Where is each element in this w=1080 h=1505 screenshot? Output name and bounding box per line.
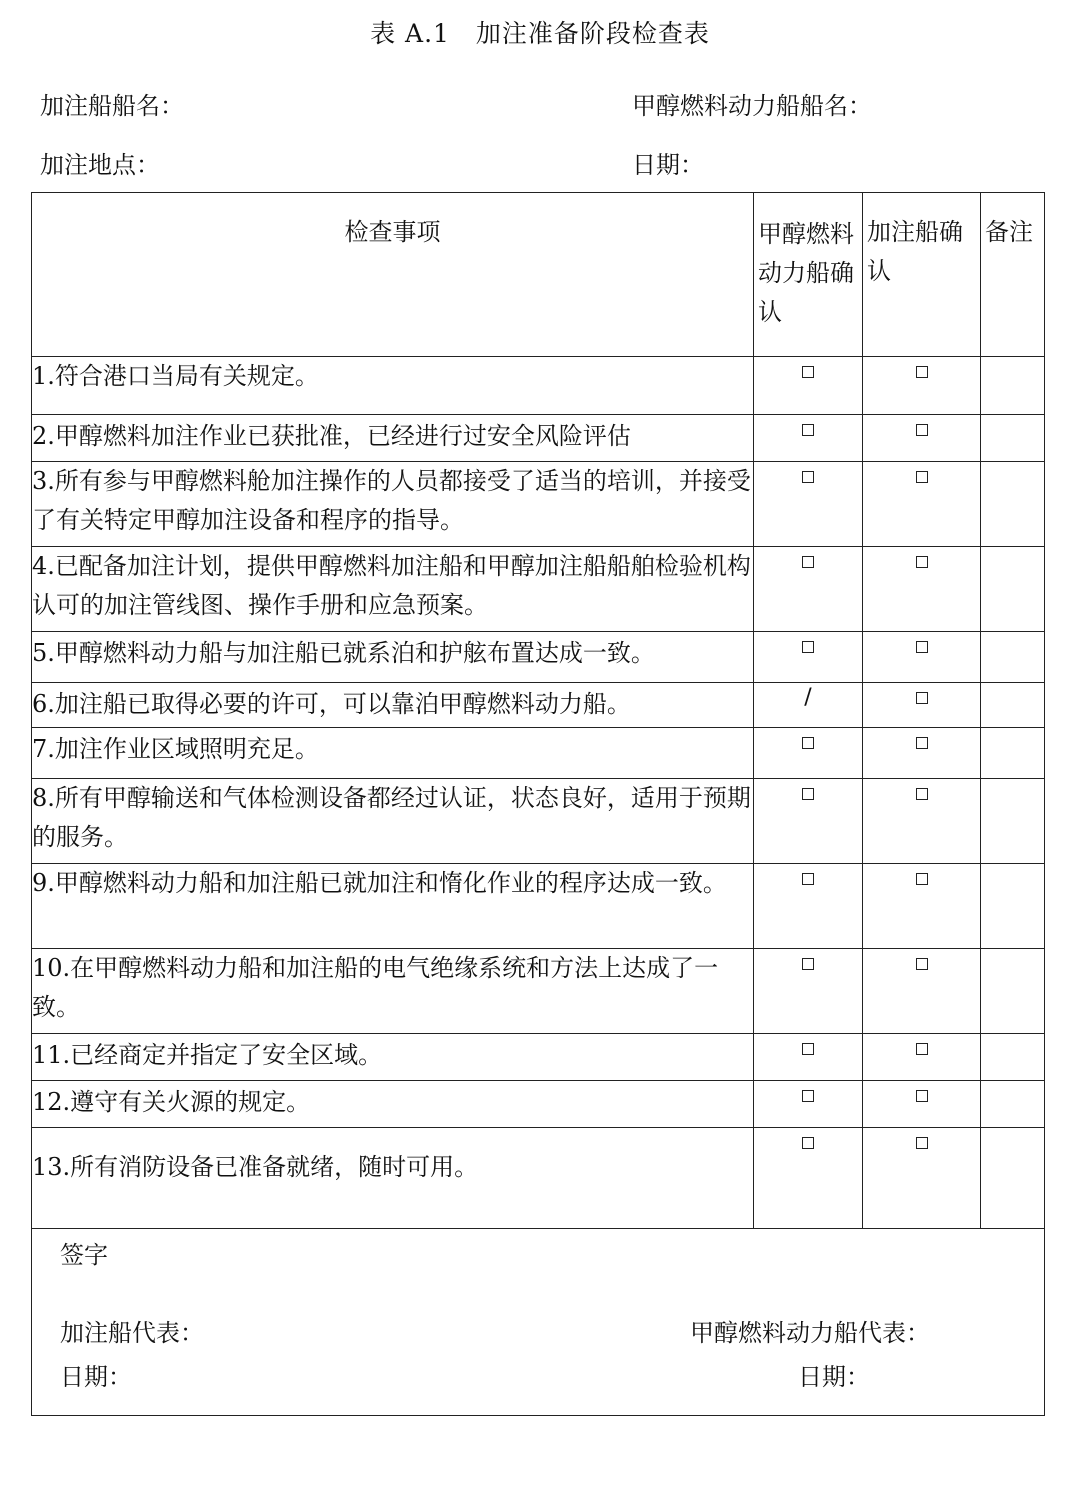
- methanol-ship-checkbox[interactable]: [754, 949, 863, 1034]
- remarks-cell[interactable]: [981, 949, 1045, 1034]
- bunker-ship-checkbox[interactable]: [863, 462, 981, 547]
- checklist-table: [31, 192, 1045, 1416]
- signature-label: 签字: [60, 1241, 108, 1269]
- header-remarks: 备注: [981, 193, 1045, 357]
- header-methanol-ship-confirm: 甲醇燃料动力船确认: [754, 193, 863, 357]
- table-row: [32, 728, 1045, 779]
- checkbox-icon[interactable]: [802, 1043, 814, 1055]
- checkbox-icon[interactable]: [802, 1137, 814, 1149]
- remarks-cell[interactable]: [981, 547, 1045, 632]
- bunker-ship-checkbox[interactable]: [863, 415, 981, 462]
- bunker-rep-label: 加注船代表：: [60, 1319, 204, 1347]
- check-item-text: 11.已经商定并指定了安全区域。: [32, 1034, 754, 1081]
- bunker-ship-checkbox[interactable]: [863, 547, 981, 632]
- check-item-text: 2.甲醇燃料加注作业已获批准，已经进行过安全风险评估: [32, 415, 754, 462]
- table-row: [32, 864, 1045, 949]
- bunker-ship-checkbox[interactable]: [863, 1034, 981, 1081]
- bunker-ship-checkbox[interactable]: [863, 1128, 981, 1229]
- table-row: [32, 1034, 1045, 1081]
- methanol-ship-checkbox[interactable]: [754, 1081, 863, 1128]
- checkbox-icon[interactable]: [802, 471, 814, 483]
- remarks-cell[interactable]: [981, 462, 1045, 547]
- bunker-ship-checkbox[interactable]: [863, 1081, 981, 1128]
- bunker-ship-checkbox[interactable]: [863, 949, 981, 1034]
- table-header-row: [32, 193, 1045, 357]
- table-row: [32, 779, 1045, 864]
- table-code: 表 A.1: [370, 19, 450, 48]
- remarks-cell[interactable]: [981, 1081, 1045, 1128]
- check-item-text: 7.加注作业区域照明充足。: [32, 728, 754, 779]
- methanol-rep-label: 甲醇燃料动力船代表：: [690, 1319, 930, 1347]
- checkbox-icon[interactable]: [916, 692, 928, 704]
- methanol-ship-checkbox[interactable]: [754, 779, 863, 864]
- header-check-item: 检查事项: [32, 193, 754, 357]
- table-row: [32, 632, 1045, 683]
- checkbox-icon[interactable]: [802, 958, 814, 970]
- methanol-ship-name-label: 甲醇燃料动力船船名：: [632, 92, 872, 120]
- remarks-cell[interactable]: [981, 864, 1045, 949]
- not-applicable-mark: /: [804, 685, 812, 710]
- checkbox-icon[interactable]: [802, 873, 814, 885]
- table-row: [32, 1081, 1045, 1128]
- checkbox-icon[interactable]: [802, 737, 814, 749]
- methanol-rep-date-label: 日期：: [798, 1363, 870, 1391]
- checkbox-icon[interactable]: [916, 737, 928, 749]
- bunker-rep-date-label: 日期：: [60, 1363, 132, 1391]
- remarks-cell[interactable]: [981, 1128, 1045, 1229]
- table-row: [32, 462, 1045, 547]
- checkbox-icon[interactable]: [802, 556, 814, 568]
- checkbox-icon[interactable]: [916, 556, 928, 568]
- check-item-text: 10.在甲醇燃料动力船和加注船的电气绝缘系统和方法上达成了一致。: [32, 949, 754, 1034]
- remarks-cell[interactable]: [981, 728, 1045, 779]
- check-item-text: 4.已配备加注计划，提供甲醇燃料加注船和甲醇加注船船舶检验机构认可的加注管线图、操作手册和应急预案。: [32, 547, 754, 632]
- check-item-text: 6.加注船已取得必要的许可，可以靠泊甲醇燃料动力船。: [32, 683, 754, 728]
- checkbox-icon[interactable]: [916, 788, 928, 800]
- bunker-ship-checkbox[interactable]: [863, 683, 981, 728]
- table-row: [32, 1128, 1045, 1229]
- check-item-text: 13.所有消防设备已准备就绪，随时可用。: [32, 1128, 754, 1229]
- table-row: [32, 683, 1045, 728]
- table-row: [32, 415, 1045, 462]
- methanol-ship-checkbox[interactable]: [754, 864, 863, 949]
- methanol-ship-checkbox[interactable]: [754, 728, 863, 779]
- table-row: [32, 357, 1045, 415]
- checkbox-icon[interactable]: [916, 366, 928, 378]
- header-bunker-ship-confirm: 加注船确认: [863, 193, 981, 357]
- checkbox-icon[interactable]: [916, 1090, 928, 1102]
- date-label: 日期：: [632, 151, 704, 179]
- remarks-cell[interactable]: [981, 632, 1045, 683]
- bunker-ship-checkbox[interactable]: [863, 357, 981, 415]
- checkbox-icon[interactable]: [916, 641, 928, 653]
- remarks-cell[interactable]: [981, 357, 1045, 415]
- check-item-text: 3.所有参与甲醇燃料舱加注操作的人员都接受了适当的培训，并接受了有关特定甲醇加注设备和程序的指导。: [32, 462, 754, 547]
- bunkering-location-label: 加注地点：: [40, 151, 160, 179]
- check-item-text: 8.所有甲醇输送和气体检测设备都经过认证，状态良好，适用于预期的服务。: [32, 779, 754, 864]
- table-row: [32, 547, 1045, 632]
- document-title: [0, 14, 1080, 50]
- methanol-ship-checkbox: [754, 683, 863, 728]
- checkbox-icon[interactable]: [916, 471, 928, 483]
- methanol-ship-checkbox[interactable]: [754, 1128, 863, 1229]
- check-item-text: 5.甲醇燃料动力船与加注船已就系泊和护舷布置达成一致。: [32, 632, 754, 683]
- bunker-ship-name-label: 加注船船名：: [40, 92, 184, 120]
- check-item-text: 12.遵守有关火源的规定。: [32, 1081, 754, 1128]
- methanol-ship-checkbox[interactable]: [754, 547, 863, 632]
- checkbox-icon[interactable]: [916, 424, 928, 436]
- checkbox-icon[interactable]: [802, 641, 814, 653]
- checkbox-icon[interactable]: [802, 424, 814, 436]
- title-text: 加注准备阶段检查表: [475, 19, 710, 48]
- checkbox-icon[interactable]: [916, 958, 928, 970]
- remarks-cell[interactable]: [981, 415, 1045, 462]
- checkbox-icon[interactable]: [802, 1090, 814, 1102]
- methanol-ship-checkbox[interactable]: [754, 415, 863, 462]
- methanol-ship-checkbox[interactable]: [754, 1034, 863, 1081]
- remarks-cell[interactable]: [981, 683, 1045, 728]
- signature-section: [32, 1229, 1045, 1416]
- bunker-ship-checkbox[interactable]: [863, 728, 981, 779]
- methanol-ship-checkbox[interactable]: [754, 632, 863, 683]
- methanol-ship-checkbox[interactable]: [754, 462, 863, 547]
- checkbox-icon[interactable]: [916, 873, 928, 885]
- checkbox-icon[interactable]: [916, 1043, 928, 1055]
- bunker-ship-checkbox[interactable]: [863, 632, 981, 683]
- table-row: [32, 949, 1045, 1034]
- signature-row: [32, 1229, 1045, 1416]
- check-item-text: 1.符合港口当局有关规定。: [32, 357, 754, 415]
- checkbox-icon[interactable]: [802, 788, 814, 800]
- bunker-ship-checkbox[interactable]: [863, 779, 981, 864]
- remarks-cell[interactable]: [981, 779, 1045, 864]
- methanol-ship-checkbox[interactable]: [754, 357, 863, 415]
- remarks-cell[interactable]: [981, 1034, 1045, 1081]
- checkbox-icon[interactable]: [916, 1137, 928, 1149]
- check-item-text: 9.甲醇燃料动力船和加注船已就加注和惰化作业的程序达成一致。: [32, 864, 754, 949]
- checkbox-icon[interactable]: [802, 366, 814, 378]
- bunker-ship-checkbox[interactable]: [863, 864, 981, 949]
